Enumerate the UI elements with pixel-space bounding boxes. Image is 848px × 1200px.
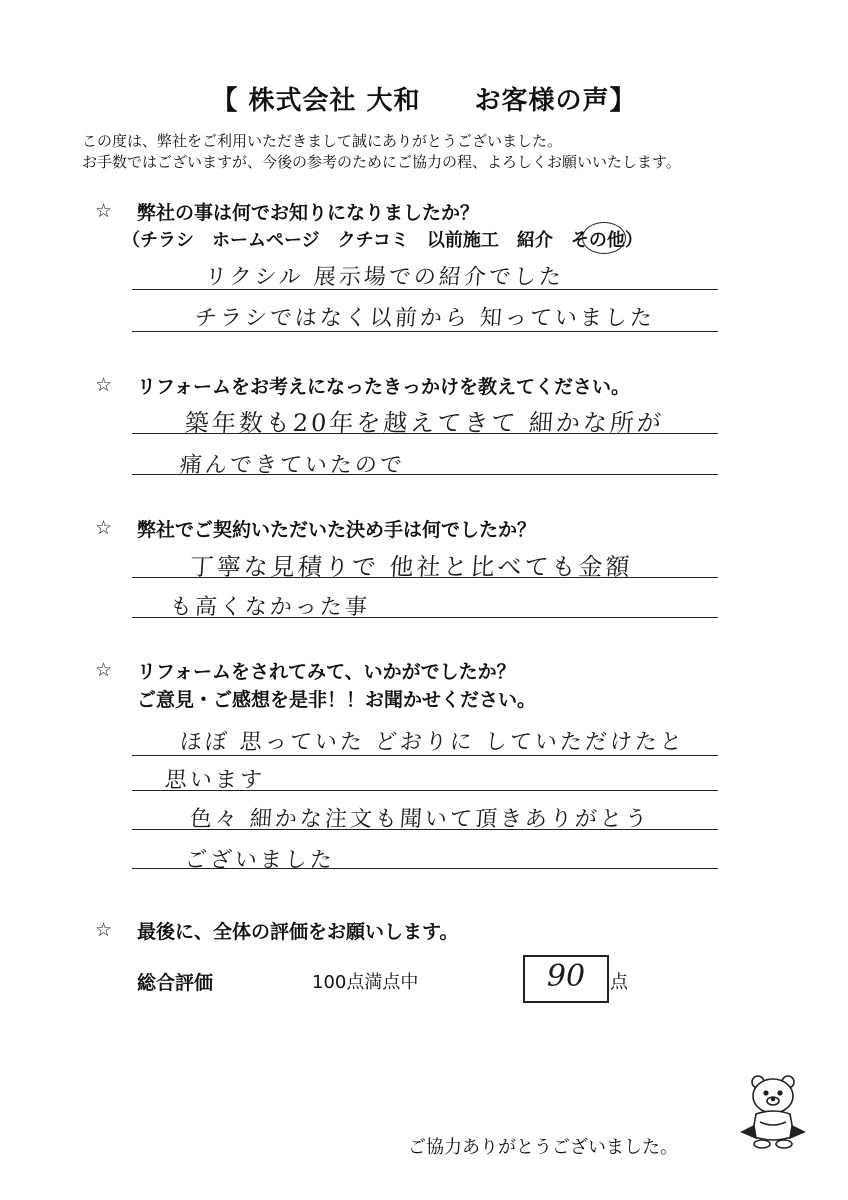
overall-rating-label: 総合評価 xyxy=(137,972,214,994)
q1-options: （チラシ ホームページ クチコミ 以前施工 紹介 その他） xyxy=(122,230,643,251)
thanks-text: ご協力ありがとうございました。 xyxy=(408,1137,678,1158)
q3-answer-1: 丁寧な見積りで 他社と比べても金額 xyxy=(188,553,634,581)
intro-line-2: お手数ではございますが、今後の参考のためにご協力の程、よろしくお願いいたします。 xyxy=(82,153,681,171)
q4-answer-3: 色々 細かな注文も聞いて頂きありがとう xyxy=(188,807,651,832)
star-icon: ☆ xyxy=(95,374,113,396)
q2-answer-1: 築年数も20年を越えてきて 細かな所が xyxy=(183,409,665,437)
answer-line xyxy=(132,868,718,869)
answer-line xyxy=(132,289,718,290)
q4-answer-2: 思います xyxy=(163,768,266,793)
star-icon: ☆ xyxy=(95,919,113,941)
q2-question: リフォームをお考えになったきっかけを教えてください。 xyxy=(137,376,631,398)
answer-line xyxy=(132,790,718,791)
score-box xyxy=(523,955,609,1003)
star-icon: ☆ xyxy=(95,200,113,222)
answer-line xyxy=(132,433,718,434)
answer-line xyxy=(132,474,718,475)
q1-answer-2: チラシではなく以前から 知っていました xyxy=(193,306,656,331)
star-icon: ☆ xyxy=(95,517,113,539)
q4-answer-4: ございました xyxy=(183,848,336,873)
score-unit: 点 xyxy=(610,972,628,993)
q5-question: 最後に、全体の評価をお願いします。 xyxy=(137,921,459,943)
answer-line xyxy=(132,829,718,830)
q4-question-2: ご意見・ご感想を是非！！お聞かせください。 xyxy=(137,689,537,711)
rating-scale-text: 100点満点中 xyxy=(312,972,419,993)
answer-line xyxy=(132,755,718,756)
answer-line xyxy=(132,331,718,332)
q3-question: 弊社でご契約いただいた決め手は何でしたか？ xyxy=(137,519,537,541)
answer-line xyxy=(132,617,718,618)
q2-answer-2: 痛んできていたので xyxy=(178,453,406,478)
q4-answer-1: ほぼ 思っていた どおりに していただけたと xyxy=(178,730,686,755)
star-icon: ☆ xyxy=(95,659,113,681)
q1-question: 弊社の事は何でお知りになりましたか？ xyxy=(137,202,480,224)
score-value: 90 xyxy=(546,959,586,994)
bear-mascot-icon xyxy=(738,1070,808,1150)
q1-answer-1: リクシル 展示場での紹介でした xyxy=(203,265,565,290)
page-title: 【 株式会社 大和 お客様の声】 xyxy=(211,86,637,116)
answer-line xyxy=(132,577,718,578)
selected-option-circle xyxy=(582,222,626,254)
intro-line-1: この度は、弊社をご利用いただきまして誠にありがとうございました。 xyxy=(82,132,563,150)
q3-answer-2: も高くなかった事 xyxy=(168,595,371,620)
q4-question: リフォームをされてみて、いかがでしたか？ xyxy=(137,661,516,683)
